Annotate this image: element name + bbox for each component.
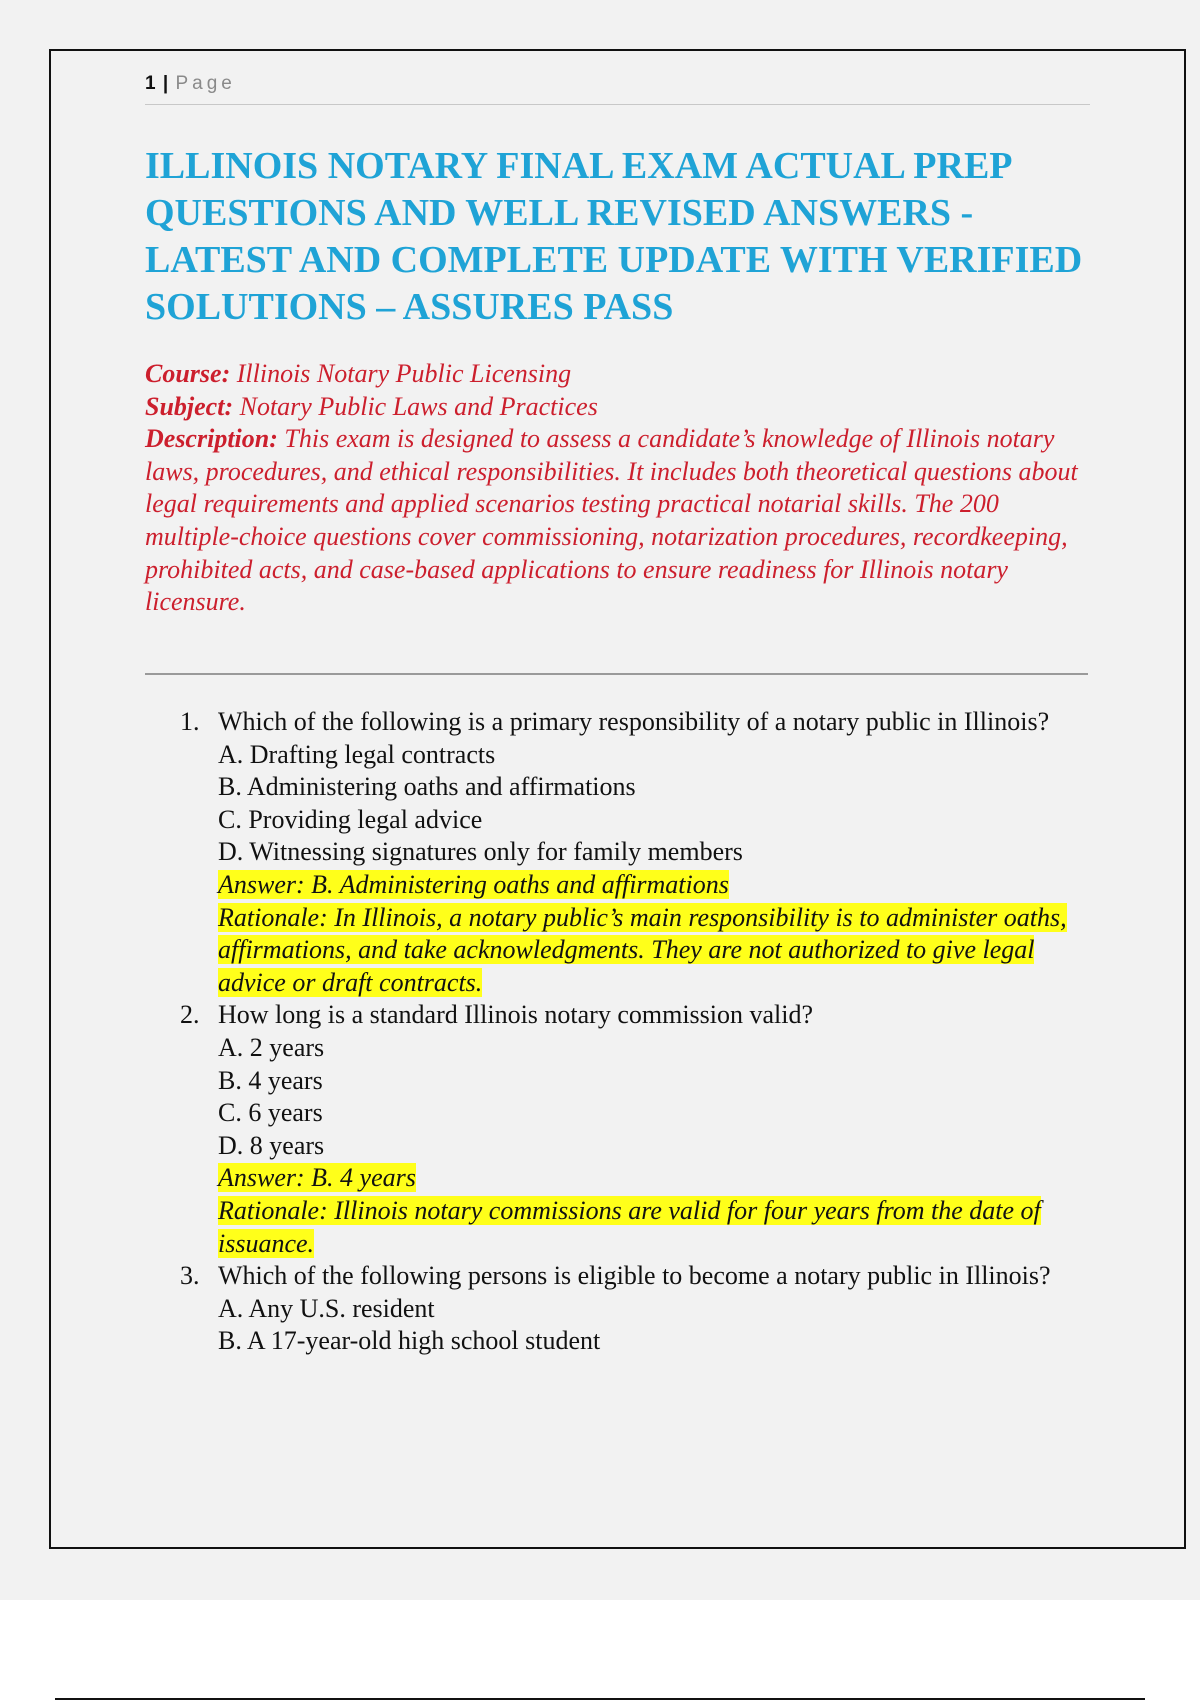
answer-highlight: Answer: B. Administering oaths and affirmations	[218, 869, 729, 899]
page-number: 1	[145, 73, 156, 94]
page-header	[145, 70, 1090, 105]
answer-option: B. Administering oaths and affirmations	[218, 772, 636, 802]
subject-label: Subject:	[145, 391, 234, 421]
description-block	[145, 423, 1095, 619]
answer-option: C. 6 years	[218, 1098, 323, 1128]
page-separator: |	[162, 73, 169, 94]
question-item	[0, 1260, 1098, 1358]
question-list	[0, 706, 1200, 1358]
answer-option: A. Any U.S. resident	[218, 1293, 435, 1323]
description-label: Description:	[145, 424, 278, 454]
question-number: 3.	[180, 1261, 200, 1291]
answer-line	[218, 869, 1098, 902]
answer-option: D. Witnessing signatures only for family members	[218, 837, 743, 867]
course-label: Course:	[145, 359, 231, 388]
answer-option: D. 8 years	[218, 1130, 325, 1160]
subject-value: Notary Public Laws and Practices	[239, 391, 598, 421]
page-word: Page	[175, 73, 236, 94]
question-text: Which of the following is a primary responsibility of a notary public in Illinois?	[218, 707, 1050, 736]
question-item	[0, 706, 1098, 999]
answer-option: A. Drafting legal contracts	[218, 739, 496, 769]
course-value: Illinois Notary Public Licensing	[236, 359, 572, 388]
course-line	[145, 358, 1095, 391]
question-text: How long is a standard Illinois notary commission valid?	[218, 1000, 814, 1030]
subject-line	[145, 391, 1095, 424]
section-divider	[145, 673, 1088, 675]
answer-option: A. 2 years	[218, 1032, 325, 1062]
question-item	[0, 999, 1098, 1260]
rationale-highlight: Rationale: Illinois notary commissions are valid for four years from the date of issuance.	[218, 1195, 1041, 1258]
document-title: ILLINOIS NOTARY FINAL EXAM ACTUAL PREP QUESTIONS AND WELL REVISED ANSWERS - LATEST AND COMPLETE UPDATE WITH VERIFIED SOLUTIONS – ASSURES PASS	[145, 145, 1083, 328]
answer-highlight: Answer: B. 4 years	[218, 1163, 416, 1193]
question-text: Which of the following persons is eligible to become a notary public in Illinois?	[218, 1261, 1051, 1291]
rationale-highlight: Rationale: In Illinois, a notary public’s main responsibility is to administer oaths, affirmations, and take acknowledgments. They are not authorized to give legal advice or draft contracts.	[218, 902, 1067, 997]
answer-option: B. 4 years	[218, 1065, 323, 1095]
rationale-line	[218, 902, 1098, 1000]
answer-option: B. A 17-year-old high school student	[218, 1326, 601, 1356]
description-value: This exam is designed to assess a candidate’s knowledge of Illinois notary laws, procedures, and ethical responsibilities. It includes both theoretical questions about legal requirements and applied scenarios testing practical notarial skills. The 200 multiple-choice questions cover commissioning, notarization procedures, recordkeeping, prohibited acts, and case-based applications to ensure readiness for Illinois notary licensure.	[145, 424, 1078, 617]
answer-option: C. Providing legal advice	[218, 804, 483, 834]
question-number: 1.	[180, 707, 200, 736]
exam-meta	[145, 358, 1095, 619]
answer-line	[218, 1162, 1098, 1195]
rationale-line	[218, 1195, 1098, 1260]
question-number: 2.	[180, 1000, 200, 1030]
